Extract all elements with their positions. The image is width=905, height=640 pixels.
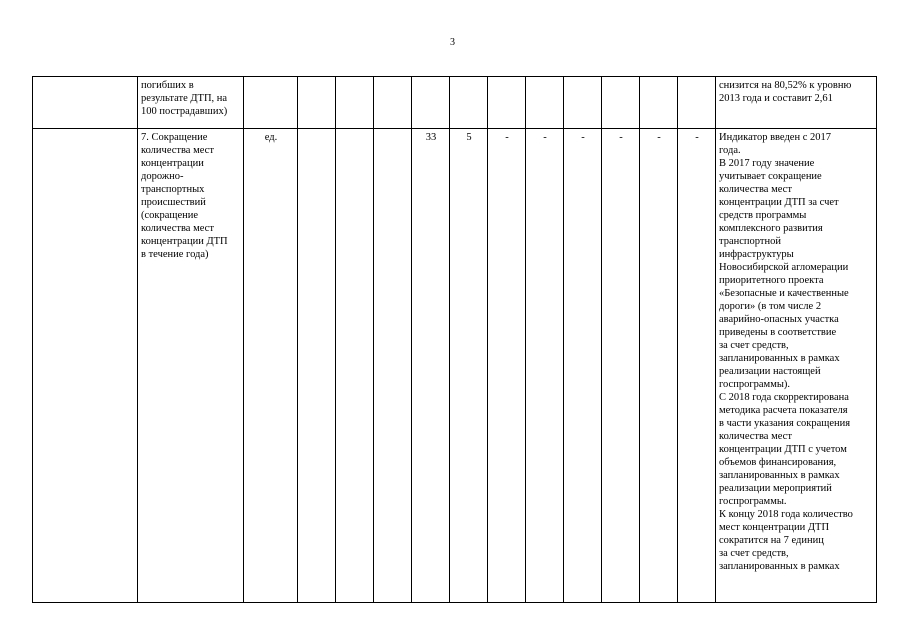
note-line: концентрации ДТП за счет (719, 197, 839, 208)
indicators-table (32, 76, 877, 603)
page-number: 3 (450, 37, 455, 48)
note-line: методика расчета показателя (719, 405, 848, 416)
row-index-cell (33, 77, 138, 129)
note-line: объемов финансирования, (719, 457, 837, 468)
note-line: за счет средств, (719, 548, 789, 559)
note-line: инфраструктуры (719, 249, 794, 260)
note-line: года. (719, 145, 741, 156)
note-line: реализации мероприятий (719, 483, 832, 494)
indicator-name-line: транспортных (141, 184, 205, 195)
value-cell: - (488, 129, 526, 603)
note-line: К концу 2018 года количество (719, 509, 853, 520)
value-cell: 5 (450, 129, 488, 603)
indicator-name-line: дорожно- (141, 171, 184, 182)
note-line: количества мест (719, 431, 792, 442)
value-cell: - (526, 129, 564, 603)
value-cell: 33 (412, 129, 450, 603)
note-line: реализации настоящей (719, 366, 821, 377)
note-line: снизится на 80,52% к уровню (719, 80, 852, 91)
note-line: концентрации ДТП с учетом (719, 444, 847, 455)
note-line: Индикатор введен с 2017 (719, 132, 831, 143)
table-row (33, 129, 877, 603)
value-cell (564, 77, 602, 129)
value-cell (450, 77, 488, 129)
note-line: С 2018 года скорректирована (719, 392, 849, 403)
note-line: аварийно-опасных участка (719, 314, 839, 325)
value-cell (526, 77, 564, 129)
note-cell (716, 77, 877, 129)
indicator-name-line: 7. Сокращение (141, 132, 208, 143)
note-line: запланированных в рамках (719, 561, 840, 572)
note-line: мест концентрации ДТП (719, 522, 830, 533)
value-cell: - (564, 129, 602, 603)
indicator-name-line: (сокращение (141, 210, 199, 221)
indicator-name-line: погибших в (141, 80, 194, 91)
indicator-name-line: происшествий (141, 197, 206, 208)
value-cell (374, 129, 412, 603)
value-cell (640, 77, 678, 129)
note-line: средств программы (719, 210, 807, 221)
note-line: запланированных в рамках (719, 353, 840, 364)
note-line: В 2017 году значение (719, 158, 815, 169)
value-cell (678, 77, 716, 129)
indicator-name-line: в течение года) (141, 249, 209, 260)
table-body (33, 77, 877, 603)
value-cell (336, 129, 374, 603)
note-line: приведены в соответствие (719, 327, 837, 338)
value-cell (374, 77, 412, 129)
note-line: «Безопасные и качественные (719, 288, 849, 299)
note-line: дороги» (в том числе 2 (719, 301, 822, 312)
value-cell: - (602, 129, 640, 603)
note-cell (716, 129, 877, 603)
indicator-name-line: 100 пострадавших) (141, 106, 228, 117)
note-line: 2013 года и составит 2,61 (719, 93, 833, 104)
indicator-name-cell (138, 129, 244, 603)
value-cell (298, 77, 336, 129)
unit-cell: ед. (244, 129, 298, 603)
indicator-name-line: количества мест (141, 223, 214, 234)
value-cell (412, 77, 450, 129)
note-line: комплексного развития (719, 223, 823, 234)
note-line: госпрограммы). (719, 379, 791, 390)
indicator-name-line: результате ДТП, на (141, 93, 228, 104)
note-line: за счет средств, (719, 340, 789, 351)
note-line: в части указания сокращения (719, 418, 851, 429)
indicator-name-line: концентрации (141, 158, 204, 169)
value-cell (298, 129, 336, 603)
unit-cell (244, 77, 298, 129)
note-line: сократится на 7 единиц (719, 535, 824, 546)
note-line: транспортной (719, 236, 781, 247)
value-cell (488, 77, 526, 129)
value-cell: - (678, 129, 716, 603)
note-line: госпрограммы. (719, 496, 787, 507)
note-line: запланированных в рамках (719, 470, 840, 481)
value-cell: - (640, 129, 678, 603)
note-line: количества мест (719, 184, 792, 195)
indicator-name-line: концентрации ДТП (141, 236, 228, 247)
value-cell (602, 77, 640, 129)
indicator-name-cell (138, 77, 244, 129)
note-line: учитывает сокращение (719, 171, 822, 182)
indicator-name-line: количества мест (141, 145, 214, 156)
value-cell (336, 77, 374, 129)
row-index-cell (33, 129, 138, 603)
note-line: Новосибирской агломерации (719, 262, 849, 273)
table-row (33, 77, 877, 129)
note-line: приоритетного проекта (719, 275, 824, 286)
